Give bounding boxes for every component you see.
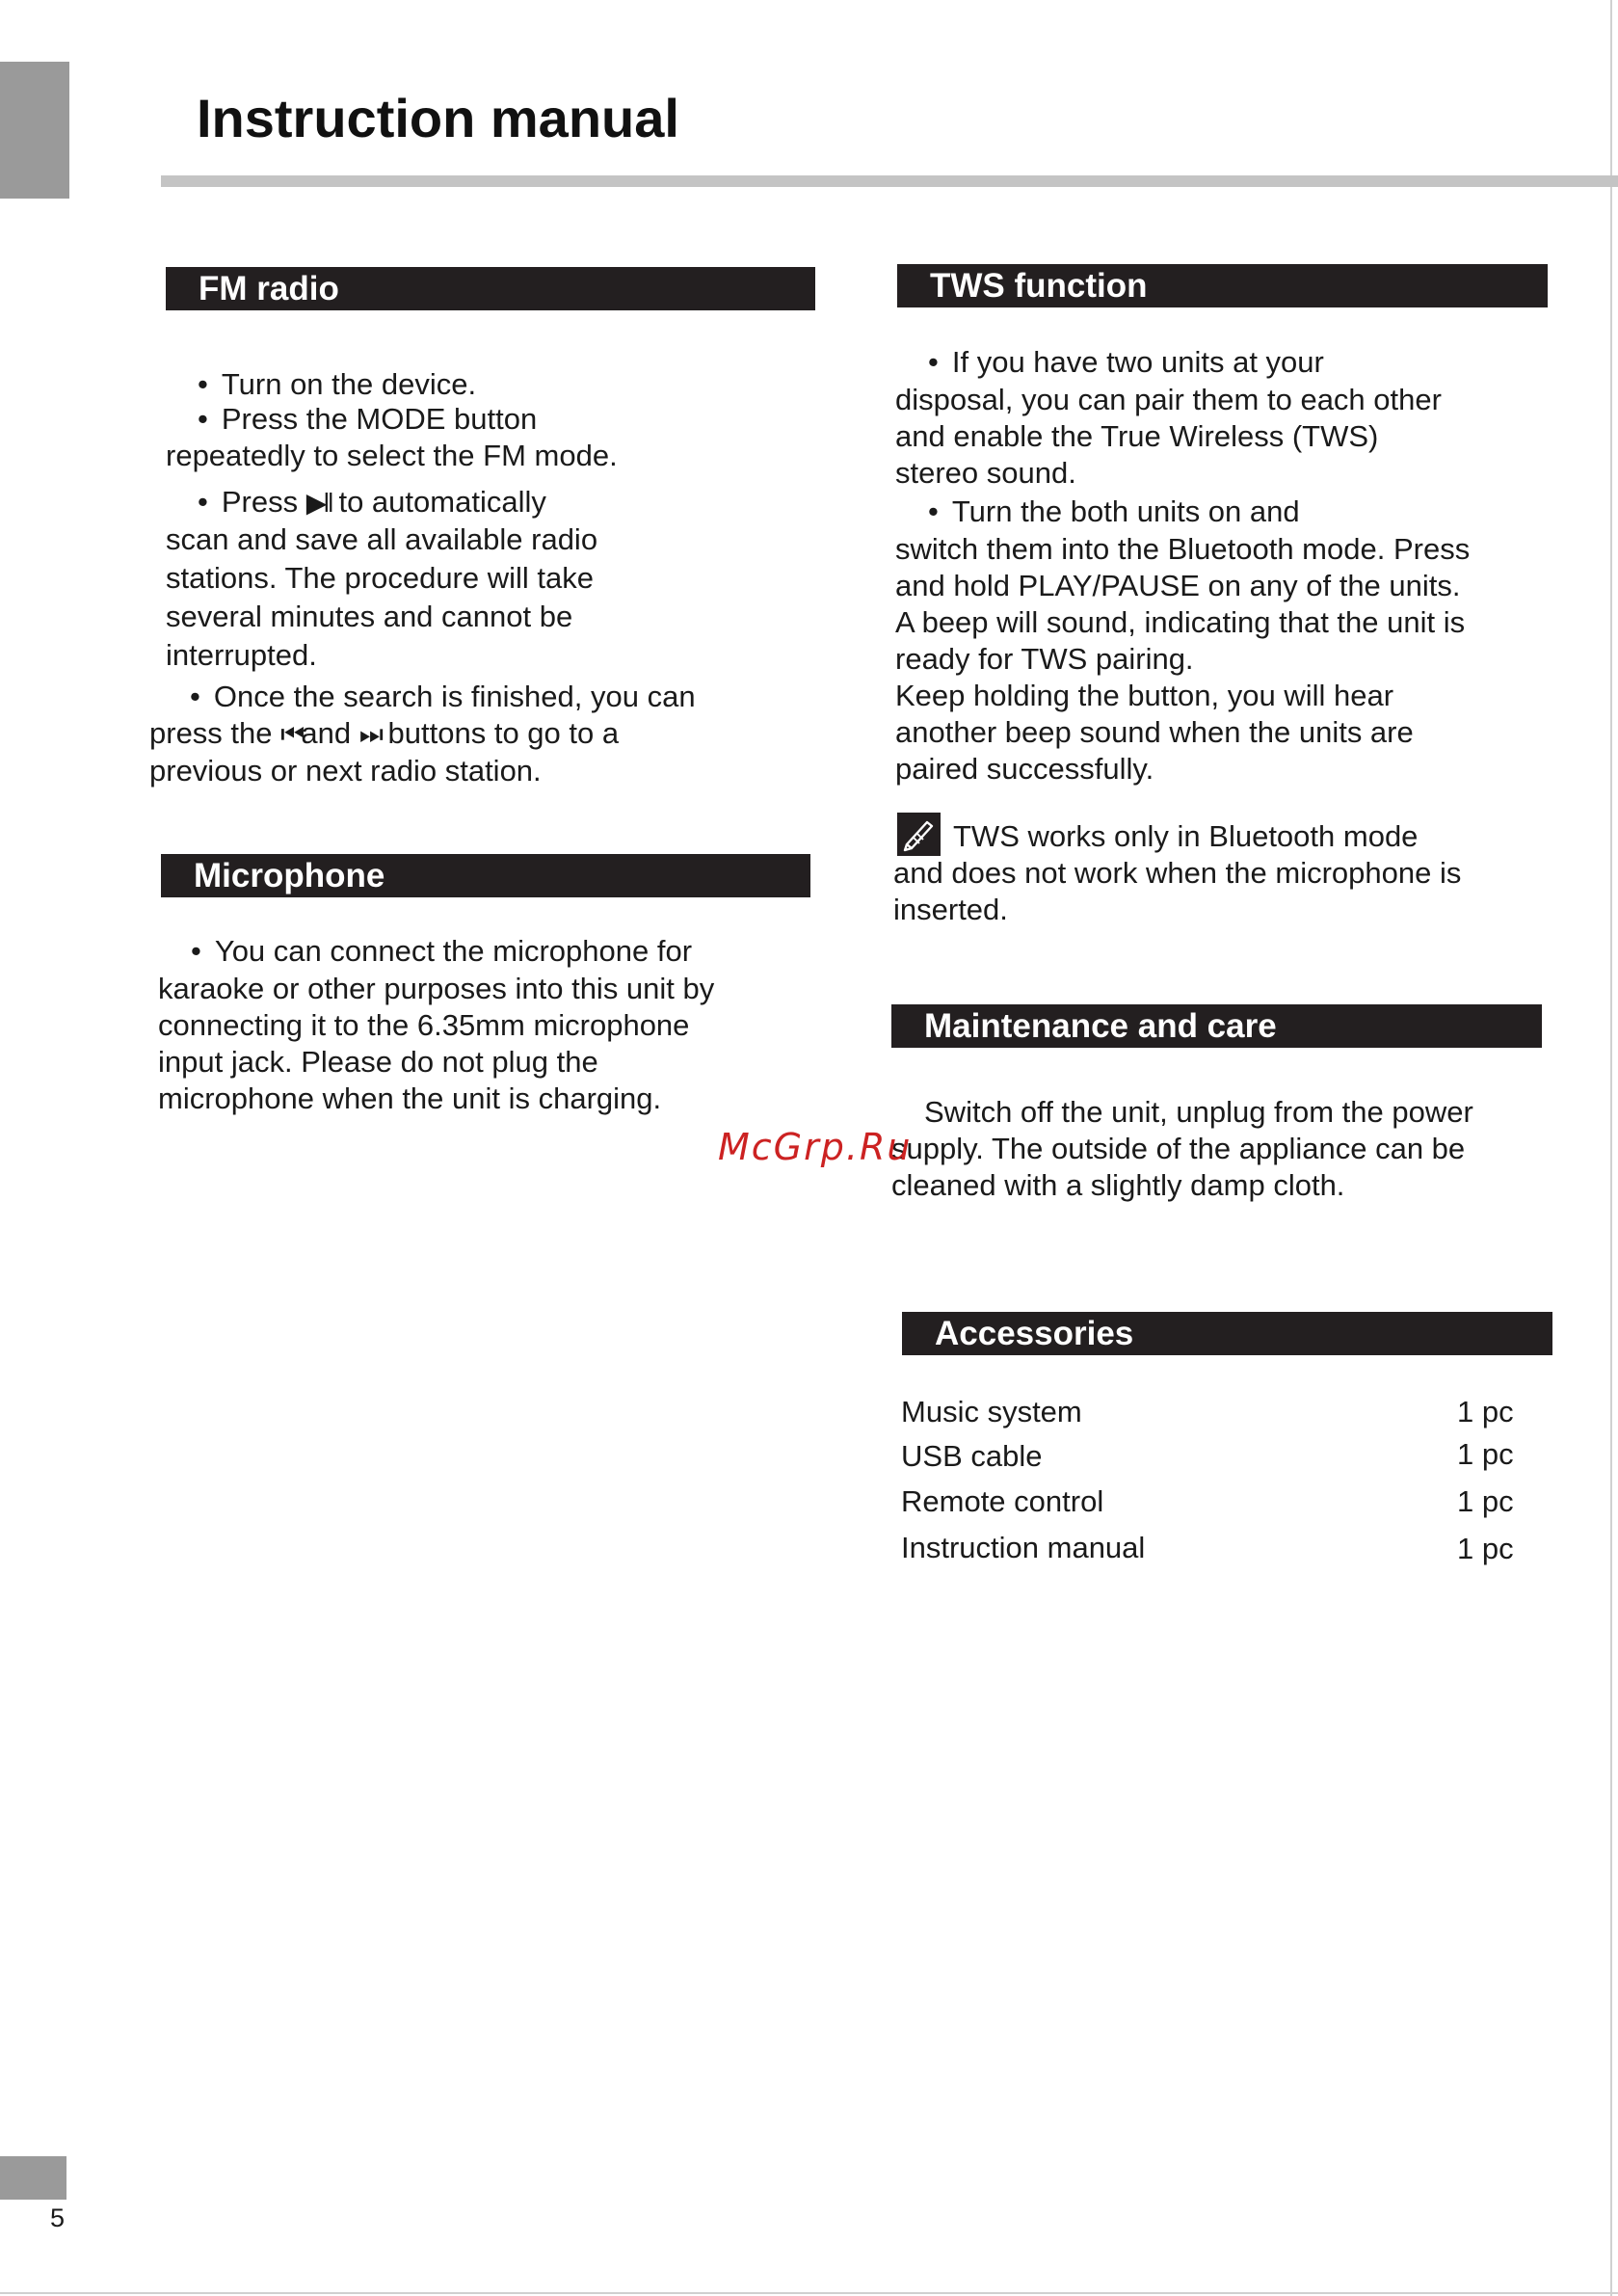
fm-line: previous or next radio station. — [149, 754, 542, 788]
fm-line — [149, 715, 696, 753]
maintenance-line: Switch off the unit, unplug from the power — [924, 1095, 1473, 1129]
mic-line: karaoke or other purposes into this unit by — [158, 972, 715, 1005]
mic-bullet: • You can connect the microphone for — [158, 933, 714, 970]
watermark: McGrp.Ru — [718, 1126, 913, 1168]
fm-press-the-label: press the — [149, 716, 273, 750]
accessory-qty: 1 pc — [1457, 1395, 1514, 1428]
mic-line: connecting it to the 6.35mm microphone — [158, 1008, 690, 1042]
tws-line: switch them into the Bluetooth mode. Press — [895, 532, 1471, 566]
fm-bullet-4: • Once the search is finished, you can — [149, 679, 696, 715]
note-line: TWS works only in Bluetooth mode — [953, 819, 1419, 853]
fm-radio-heading: FM radio — [166, 267, 815, 310]
tws-line: Keep holding the button, you will hear — [895, 679, 1394, 712]
title-divider — [161, 175, 1618, 187]
tws-line: ready for TWS pairing. — [895, 642, 1194, 676]
fm-radio-text-2 — [149, 679, 696, 789]
tws-line: stereo sound. — [895, 456, 1076, 490]
tws-line: and hold PLAY/PAUSE on any of the units. — [895, 569, 1461, 602]
note-line: and does not work when the microphone is — [893, 856, 1462, 890]
tws-line: another beep sound when the units are — [895, 715, 1414, 749]
page-number: 5 — [50, 2203, 66, 2232]
fm-line: repeatedly to select the FM mode. — [166, 439, 618, 472]
next-track-icon: ⏭ — [358, 719, 380, 749]
tws-heading: TWS function — [897, 264, 1548, 307]
fm-line: to automatically — [338, 485, 546, 519]
tws-bullet-1: • If you have two units at your — [895, 344, 1470, 381]
accessories-heading: Accessories — [902, 1312, 1552, 1355]
fm-line: several minutes and cannot be — [166, 600, 573, 633]
accessory-qty: 1 pc — [1457, 1437, 1514, 1471]
note-line: inserted. — [893, 893, 1008, 926]
page-edge-rule — [1610, 0, 1612, 2296]
tws-line: paired successfully. — [895, 752, 1154, 786]
microphone-text — [158, 933, 714, 1117]
tws-note-text — [893, 818, 1461, 928]
fm-radio-text — [166, 366, 618, 674]
maintenance-heading: Maintenance and care — [891, 1004, 1542, 1048]
fm-and-label: and — [301, 716, 352, 750]
accessory-qty: 1 pc — [1457, 1484, 1514, 1518]
previous-track-icon: ⏮ — [280, 719, 302, 749]
fm-line: buttons to go to a — [387, 716, 620, 750]
fm-line: scan and save all available radio — [166, 522, 598, 556]
tws-line: disposal, you can pair them to each other — [895, 383, 1442, 416]
fm-bullet-3 — [166, 484, 618, 521]
mic-line: input jack. Please do not plug the — [158, 1045, 598, 1079]
accessory-name: USB cable — [901, 1439, 1043, 1473]
page-bottom-rule — [0, 2292, 1618, 2294]
tws-line: A beep will sound, indicating that the unit is — [895, 605, 1466, 639]
fm-bullet-1: • Turn on the device. — [166, 366, 618, 403]
fm-line: interrupted. — [166, 638, 317, 672]
accessory-name: Instruction manual — [901, 1531, 1146, 1564]
accessory-name: Music system — [901, 1395, 1082, 1428]
accessory-name: Remote control — [901, 1484, 1104, 1518]
tws-text — [895, 344, 1470, 788]
microphone-heading: Microphone — [161, 854, 810, 897]
tws-bullet-2: • Turn the both units on and — [895, 494, 1470, 530]
mic-line: microphone when the unit is charging. — [158, 1081, 662, 1115]
tws-line: and enable the True Wireless (TWS) — [895, 419, 1379, 453]
maintenance-line: cleaned with a slightly damp cloth. — [891, 1168, 1345, 1202]
fm-press-label: Press — [221, 485, 299, 519]
page-title: Instruction manual — [197, 88, 679, 148]
accessory-qty: 1 pc — [1457, 1532, 1514, 1565]
page-number-tab — [0, 2156, 66, 2200]
fm-bullet-2: • Press the MODE button — [166, 401, 618, 438]
page-tab-marker — [0, 62, 69, 199]
maintenance-line: supply. The outside of the appliance can be — [891, 1132, 1466, 1165]
play-pause-icon: ▶‖ — [305, 488, 331, 518]
maintenance-text — [891, 1094, 1473, 1204]
fm-line: stations. The procedure will take — [166, 561, 594, 595]
